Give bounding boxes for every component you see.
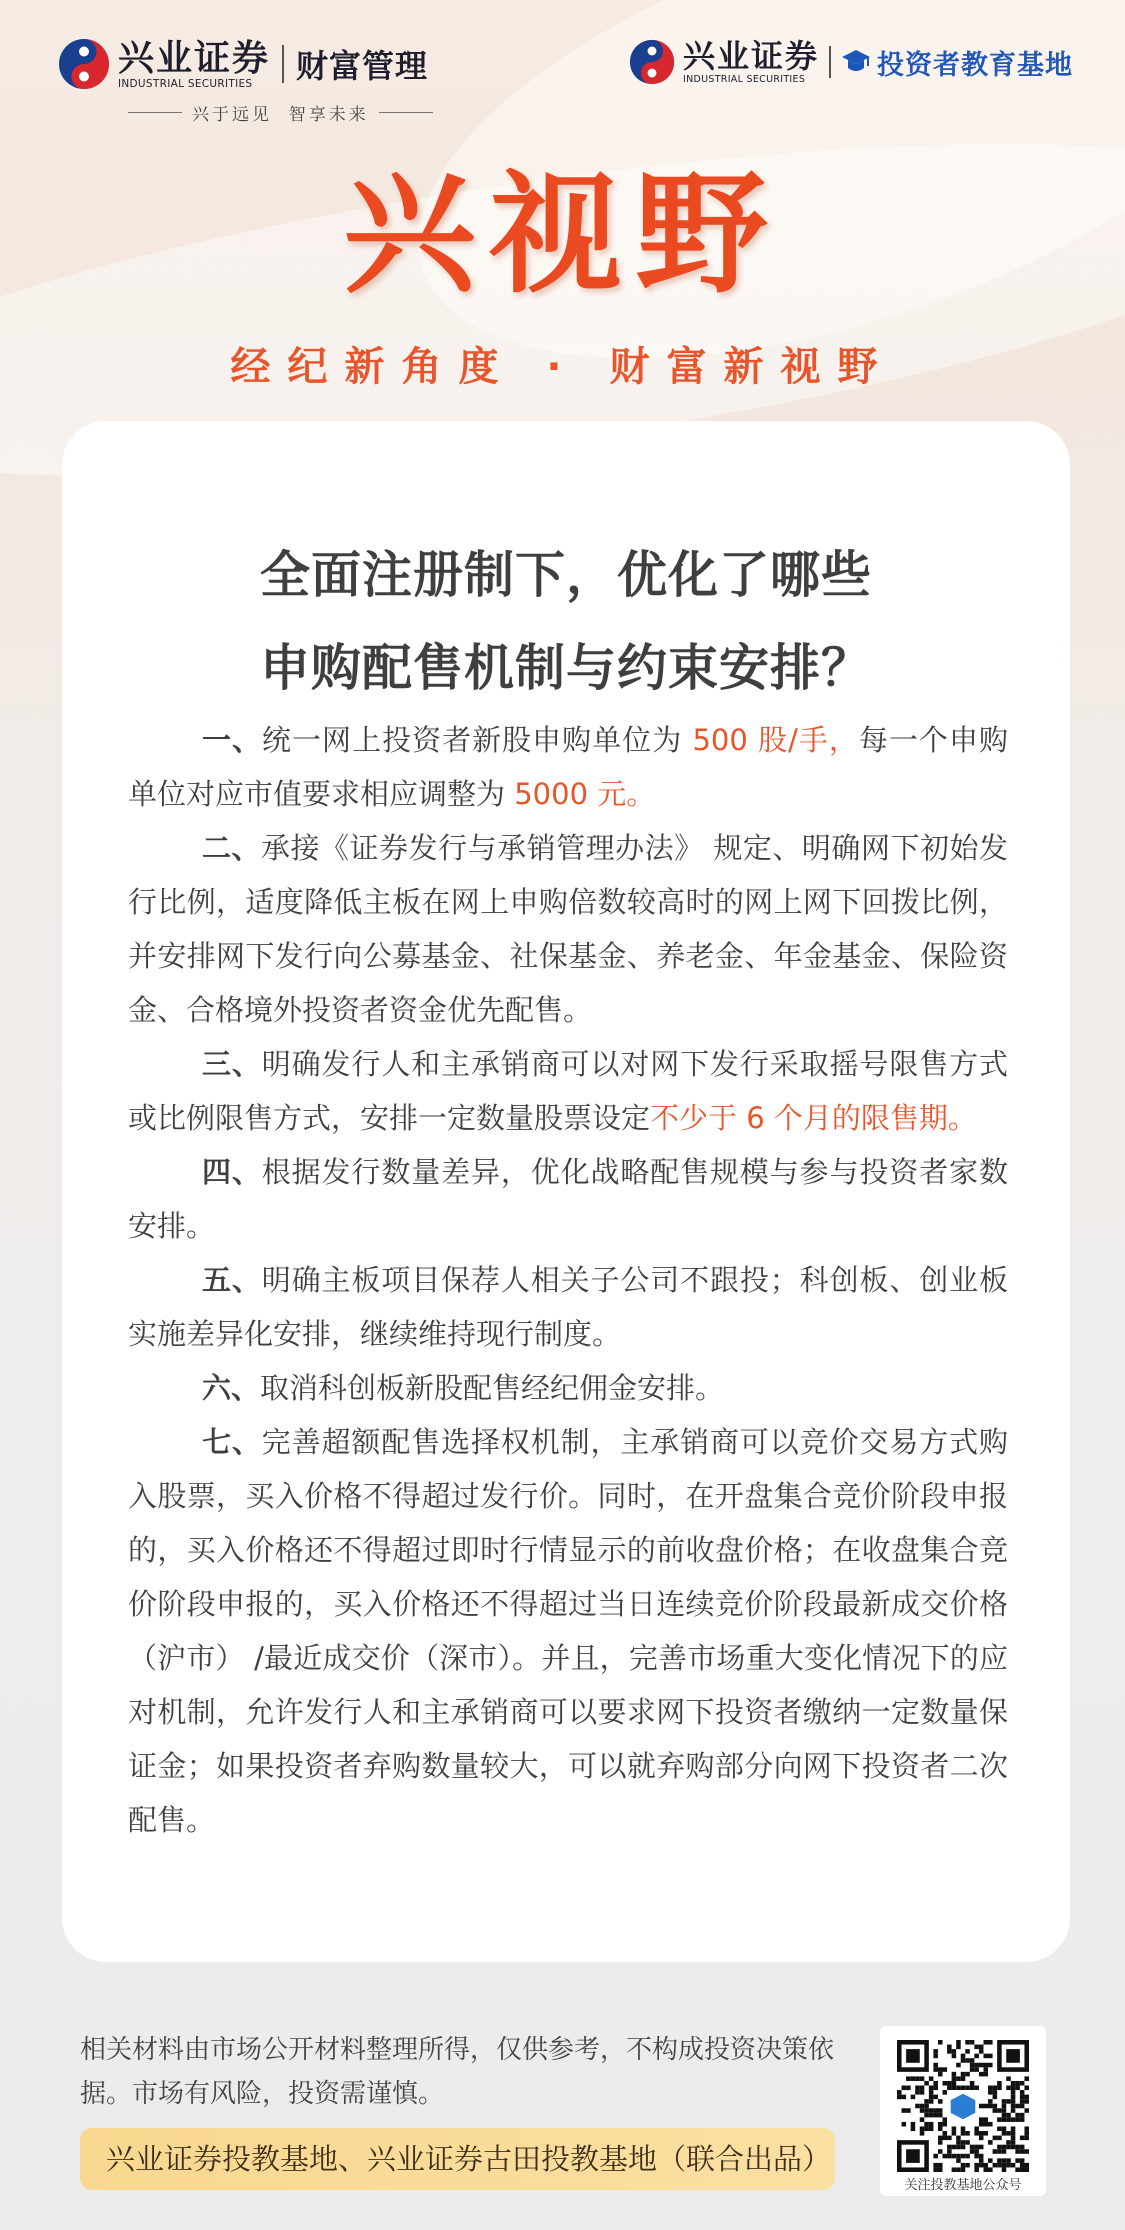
article-body: [128, 713, 1008, 1847]
article-card: [62, 421, 1070, 1962]
brand-name-en: INDUSTRIAL SECURITIES: [682, 74, 806, 85]
qr-code-icon[interactable]: [897, 2040, 1029, 2172]
brand-subtitle: 财富管理: [296, 47, 429, 85]
banner-title: 兴视野: [343, 157, 782, 312]
slogan-text: 兴于远见 智享未来: [192, 105, 369, 125]
industrial-securities-logo-icon: [58, 38, 110, 90]
paragraph-label: 三、: [202, 1047, 262, 1081]
article-title-line: 申购配售机制与约束安排？: [260, 639, 872, 697]
qr-caption: 关注投教基地公众号: [904, 2178, 1022, 2193]
article-paragraph: 一、统一网上投资者新股申购单位为 500 股/手，每一个申购单位对应市值要求相应调整为 5000 元。: [128, 723, 1008, 811]
article-title: [62, 529, 1070, 715]
article-paragraph: 四、根据发行数量差异，优化战略配售规模与参与投资者家数安排。: [128, 1155, 1008, 1243]
joint-production-banner: 兴业证券投教基地、兴业证券古田投教基地（联合出品）: [80, 2128, 835, 2190]
highlight-text: 不少于 6 个月的限售期。: [650, 1101, 977, 1135]
qr-code-panel[interactable]: [880, 2026, 1046, 2196]
industrial-securities-logo-icon: [629, 39, 675, 85]
paragraph-label: 五、: [202, 1263, 262, 1297]
brand-divider: [282, 45, 284, 83]
article-paragraph: 二、承接《证券发行与承销管理办法》 规定、明确网下初始发行比例，适度降低主板在网上申购倍数较高时的网上网下回拨比例， 并安排网下发行向公募基金、社保基金、养老金、年金基金、保险资金、合格境外投资者资金优先配售。: [128, 831, 1008, 1027]
paragraph-label: 四、: [202, 1155, 262, 1189]
disclaimer-text: 相关材料由市场公开材料整理所得，仅供参考，不构成投资决策依据。市场有风险，投资需谨慎。: [80, 2035, 835, 2109]
paragraph-label: 二、: [202, 831, 262, 865]
brand-investor-education: [629, 38, 1073, 86]
article-paragraph: 七、完善超额配售选择权机制，主承销商可以竞价交易方式购入股票，买入价格不得超过发行价。同时，在开盘集合竞价阶段申报的，买入价格还不得超过即时行情显示的前收盘价格；在收盘集合竞价阶段申报的，买入价格还不得超过当日连续竞价阶段最新成交价格（沪市） /最近成交价（深市）。并且，完善市场重大变化情况下的应对机制，允许发行人和主承销商可以要求网下投资者缴纳一定数量保证金；如果投资者弃购数量较大，可以就弃购部分向网下投资者二次配售。: [128, 1425, 1008, 1837]
paragraph-label: 七、: [202, 1425, 262, 1459]
paragraph-label: 六、: [202, 1371, 261, 1405]
article-paragraph: 三、明确发行人和主承销商可以对网下发行采取摇号限售方式或比例限售方式，安排一定数量股票设定不少于 6 个月的限售期。: [128, 1047, 1008, 1135]
banner-tagline: 经纪新角度 · 财富新视野: [230, 344, 895, 390]
brand-wealth-management: [58, 38, 428, 90]
article-title-line: 全面注册制下，优化了哪些: [260, 546, 872, 604]
highlight-text: 500 股/手，: [682, 723, 859, 757]
brand-name: 兴业证券: [118, 37, 271, 79]
brand-divider: [829, 46, 831, 78]
paragraph-label: 一、: [202, 723, 263, 757]
article-paragraph: 六、取消科创板新股配售经纪佣金安排。: [202, 1371, 725, 1405]
brand-subtitle: 投资者教育基地: [877, 49, 1073, 81]
highlight-text: 5000 元。: [505, 777, 656, 811]
brand-name: 兴业证券: [682, 37, 819, 75]
brand-name-en: INDUSTRIAL SECURITIES: [118, 78, 253, 90]
graduation-cap-icon: [841, 47, 871, 77]
slogan: [118, 100, 443, 125]
article-paragraph: 五、明确主板项目保荐人相关子公司不跟投；科创板、创业板实施差异化安排，继续维持现行制度。: [128, 1263, 1008, 1351]
